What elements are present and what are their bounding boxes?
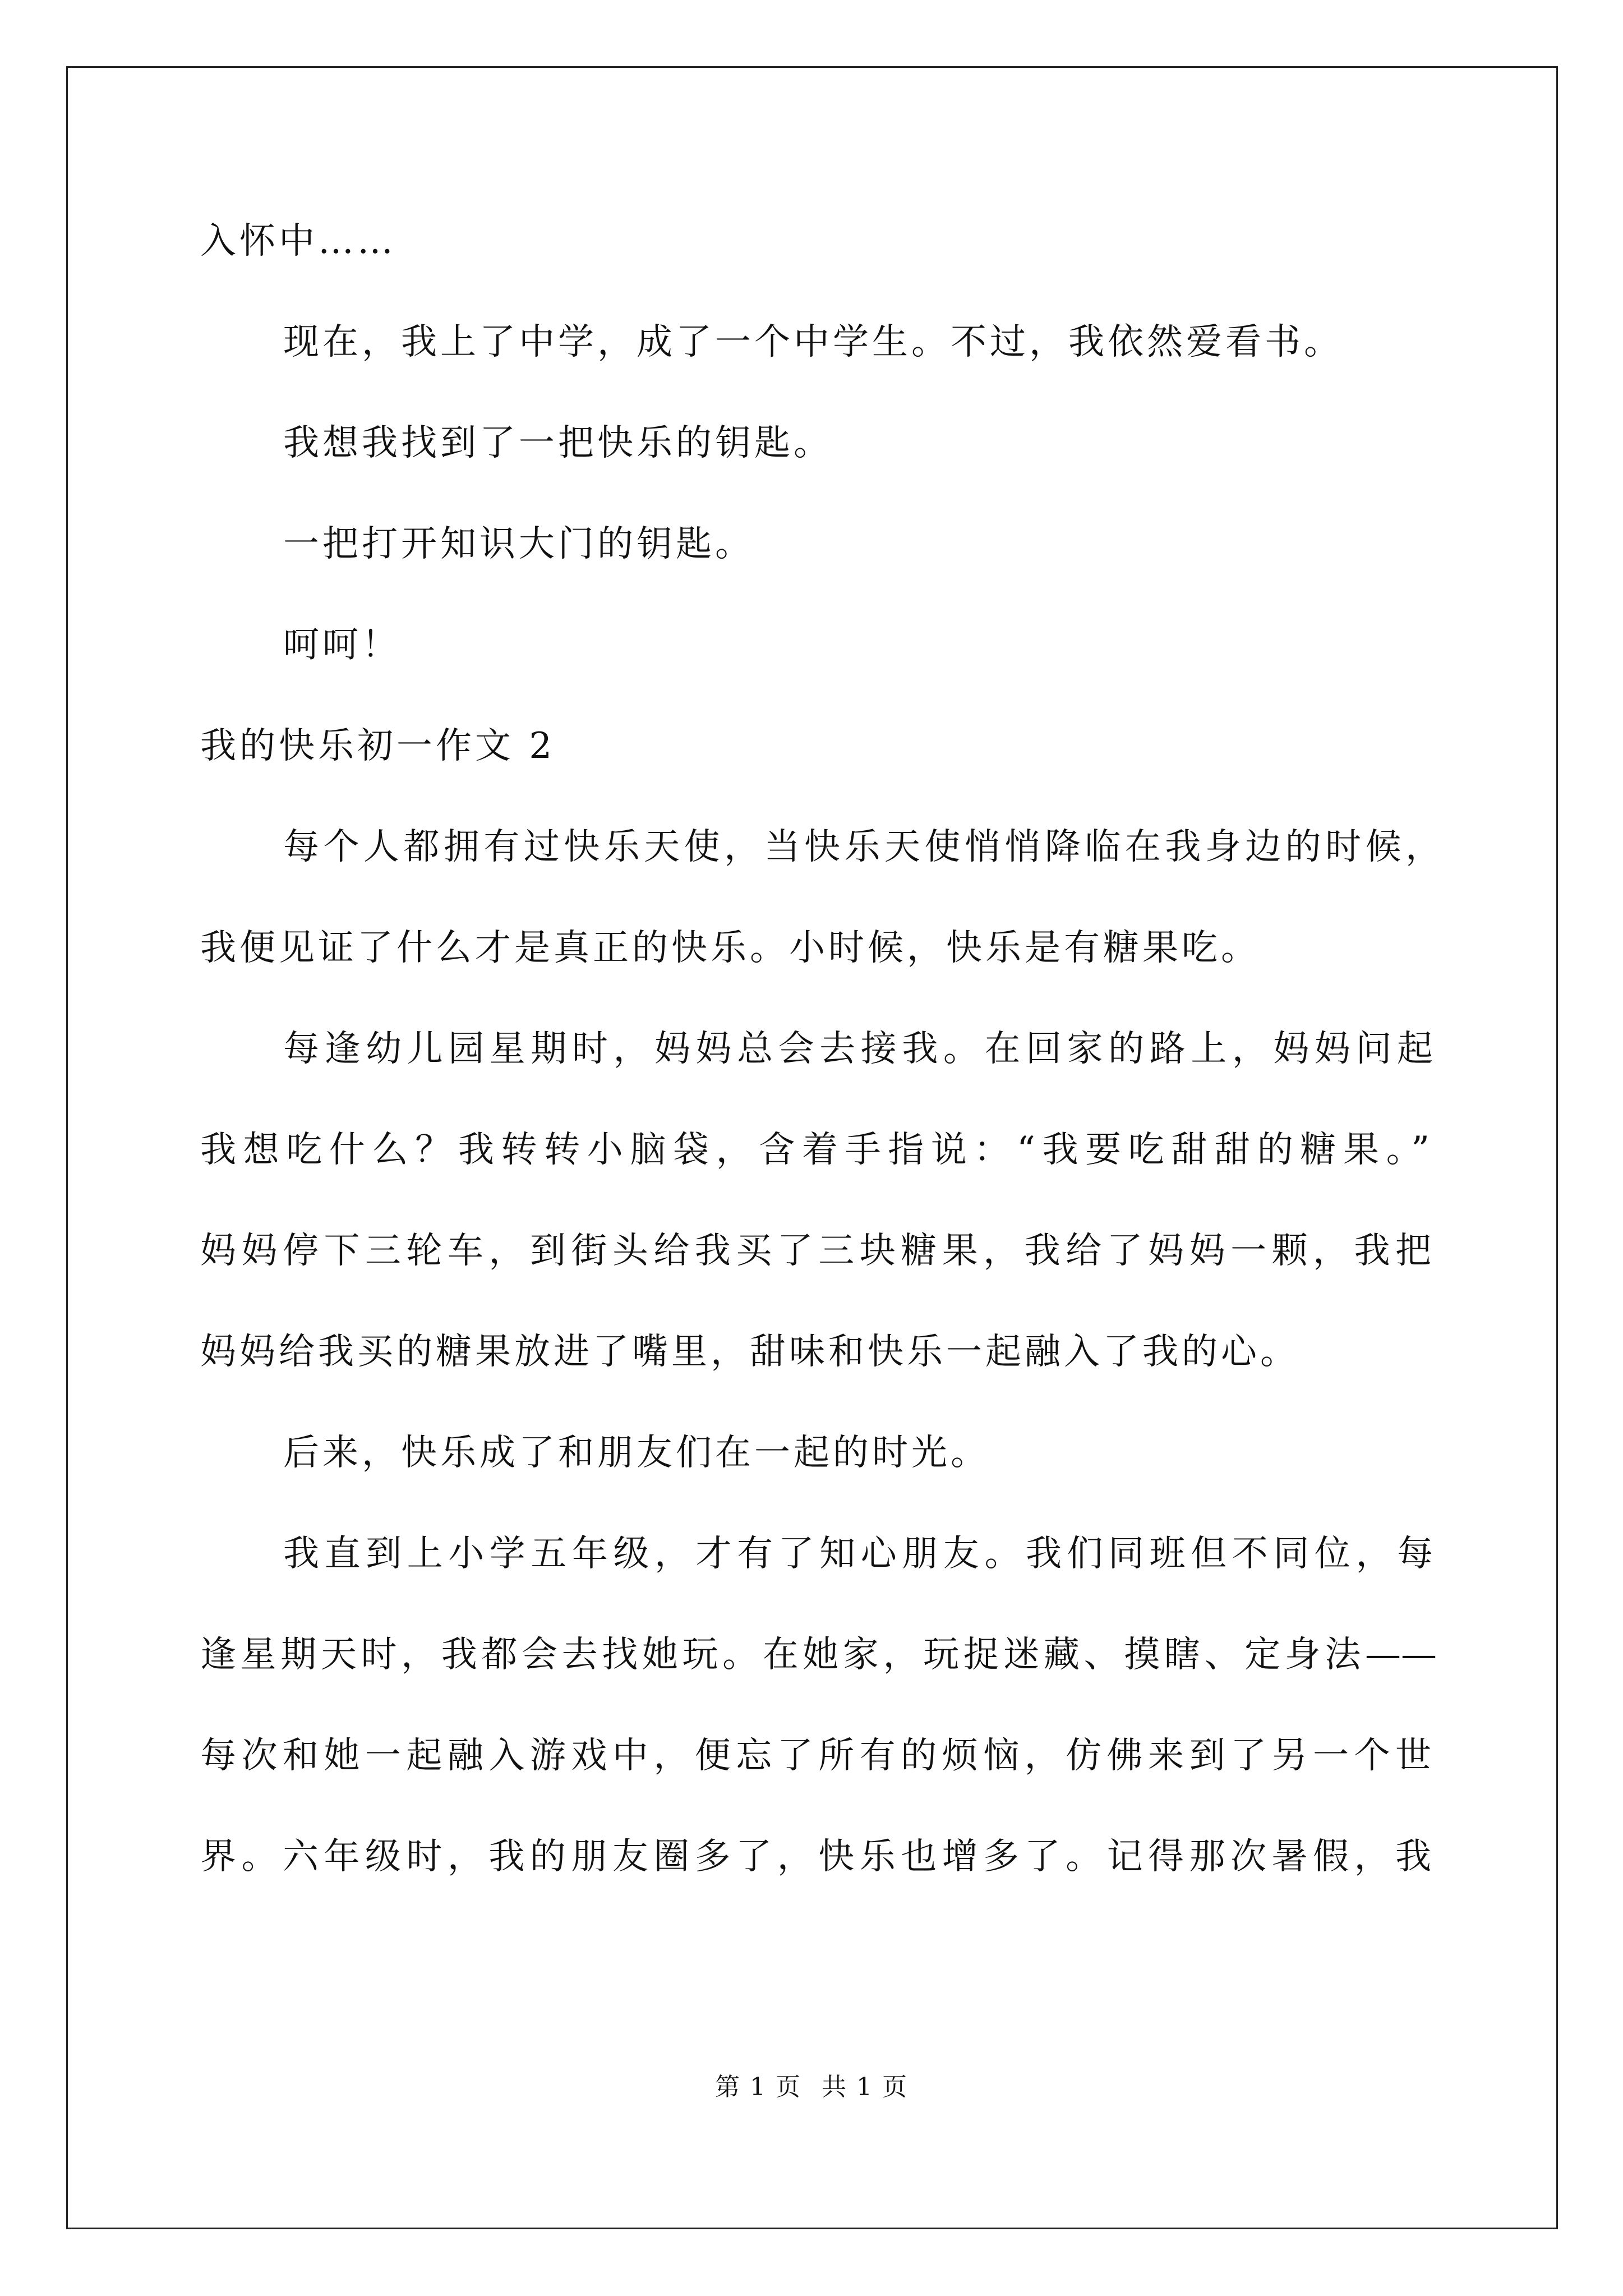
paragraph-found-key: 我想我找到了一把快乐的钥匙。: [283, 422, 833, 464]
paragraph-angel-line-2: 我便见证了什么才是真正的快乐。小时候，快乐是有糖果吃。: [200, 927, 1260, 969]
page-footer: [0, 2072, 1623, 2103]
paragraph-fifth-grade-line-4: 界。六年级时，我的朋友圈多了，快乐也增多了。记得那次暑假，我: [200, 1836, 1431, 1878]
paragraph-kindergarten-line-4: 妈妈给我买的糖果放进了嘴里，甜味和快乐一起融入了我的心。: [200, 1331, 1299, 1373]
paragraph-knowledge-key: 一把打开知识大门的钥匙。: [283, 523, 754, 565]
text-line-continuation: 入怀中……: [200, 220, 396, 262]
paragraph-laugh: 呵呵！: [283, 624, 401, 666]
page-number-current: 第 1 页: [715, 2073, 801, 2101]
essay-title: 我的快乐初一作文 2: [200, 725, 556, 767]
paragraph-fifth-grade-line-1: 我直到上小学五年级，才有了知心朋友。我们同班但不同位，每: [283, 1533, 1433, 1575]
paragraph-angel-line-1: 每个人都拥有过快乐天使，当快乐天使悄悄降临在我身边的时候，: [283, 826, 1441, 868]
paragraph-friends-time: 后来，快乐成了和朋友们在一起的时光。: [283, 1432, 990, 1474]
paragraph-kindergarten-line-2: 我想吃什么？我转转小脑袋，含着手指说：“我要吃甜甜的糖果。”: [200, 1129, 1430, 1171]
paragraph-middle-school: 现在，我上了中学，成了一个中学生。不过，我依然爱看书。: [283, 321, 1343, 363]
paragraph-kindergarten-line-3: 妈妈停下三轮车，到街头给我买了三块糖果，我给了妈妈一颗，我把: [200, 1230, 1431, 1272]
page-number-total: 共 1 页: [822, 2073, 908, 2101]
paragraph-fifth-grade-line-2: 逢星期天时，我都会去找她玩。在她家，玩捉迷藏、摸瞎、定身法——: [200, 1634, 1437, 1676]
paragraph-fifth-grade-line-3: 每次和她一起融入游戏中，便忘了所有的烦恼，仿佛来到了另一个世: [200, 1735, 1431, 1777]
paragraph-kindergarten-line-1: 每逢幼儿园星期时，妈妈总会去接我。在回家的路上，妈妈问起: [283, 1028, 1433, 1070]
